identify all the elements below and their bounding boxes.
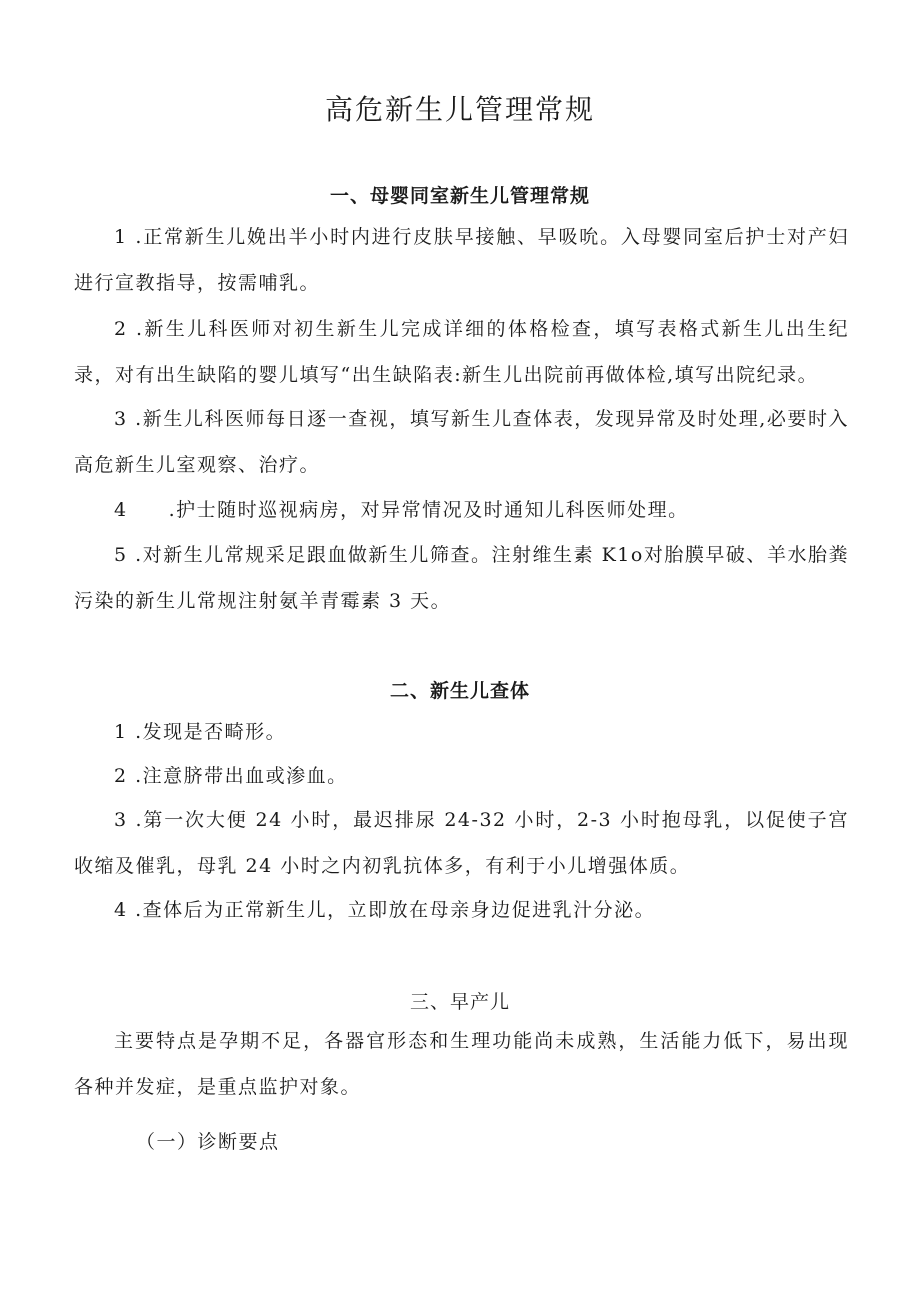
section-1-heading: 一、母婴同室新生儿管理常规 — [329, 185, 590, 207]
section-3-heading: 三、早产儿 — [409, 991, 510, 1013]
section-2-heading: 二、新生儿查体 — [389, 680, 530, 702]
document-title: 高危新生儿管理常规 — [324, 93, 595, 126]
section-1-paragraph-3: 3 .新生儿科医师每日逐一查视，填写新生儿查体表，发现异常及时处理,必要时入高危新生儿室观察、治疗。 — [74, 408, 849, 476]
section-2-paragraph-4: 4 .查体后为正常新生儿，立即放在母亲身边促进乳汁分泌。 — [114, 899, 656, 921]
section-2-paragraph-3: 3 .第一次大便 24 小时，最迟排尿 24-32 小时，2-3 小时抱母乳，以促使子宫收缩及催乳，母乳 24 小时之内初乳抗体多，有利于小儿增强体质。 — [74, 809, 849, 877]
section-2-paragraph-2: 2 .注意脐带出血或渗血。 — [114, 765, 348, 787]
section-1-paragraph-1: 1 .正常新生儿娩出半小时内进行皮肤早接触、早吸吮。入母婴同室后护士对产妇进行宣教指导，按需哺乳。 — [74, 226, 849, 294]
section-2-paragraph-1: 1 .发现是否畸形。 — [114, 721, 287, 743]
section-1-paragraph-2: 2 .新生儿科医师对初生新生儿完成详细的体格检查，填写表格式新生儿出生纪录，对有出生缺陷的婴儿填写“出生缺陷表:新生儿出院前再做体检,填写出院纪录。 — [74, 318, 849, 386]
section-1-paragraph-5: 5 .对新生儿常规采足跟血做新生儿筛查。注射维生素 K1o对胎膜早破、羊水胎粪污染的新生儿常规注射氨羊青霉素 3 天。 — [74, 544, 849, 612]
section-3-paragraph-1: 主要特点是孕期不足，各器官形态和生理功能尚未成熟，生活能力低下，易出现各种并发症，是重点监护对象。 — [74, 1030, 849, 1098]
section-1-paragraph-4: 4 .护士随时巡视病房，对异常情况及时通知儿科医师处理。 — [114, 499, 689, 521]
section-3-subheading: （一）诊断要点 — [136, 1131, 280, 1153]
